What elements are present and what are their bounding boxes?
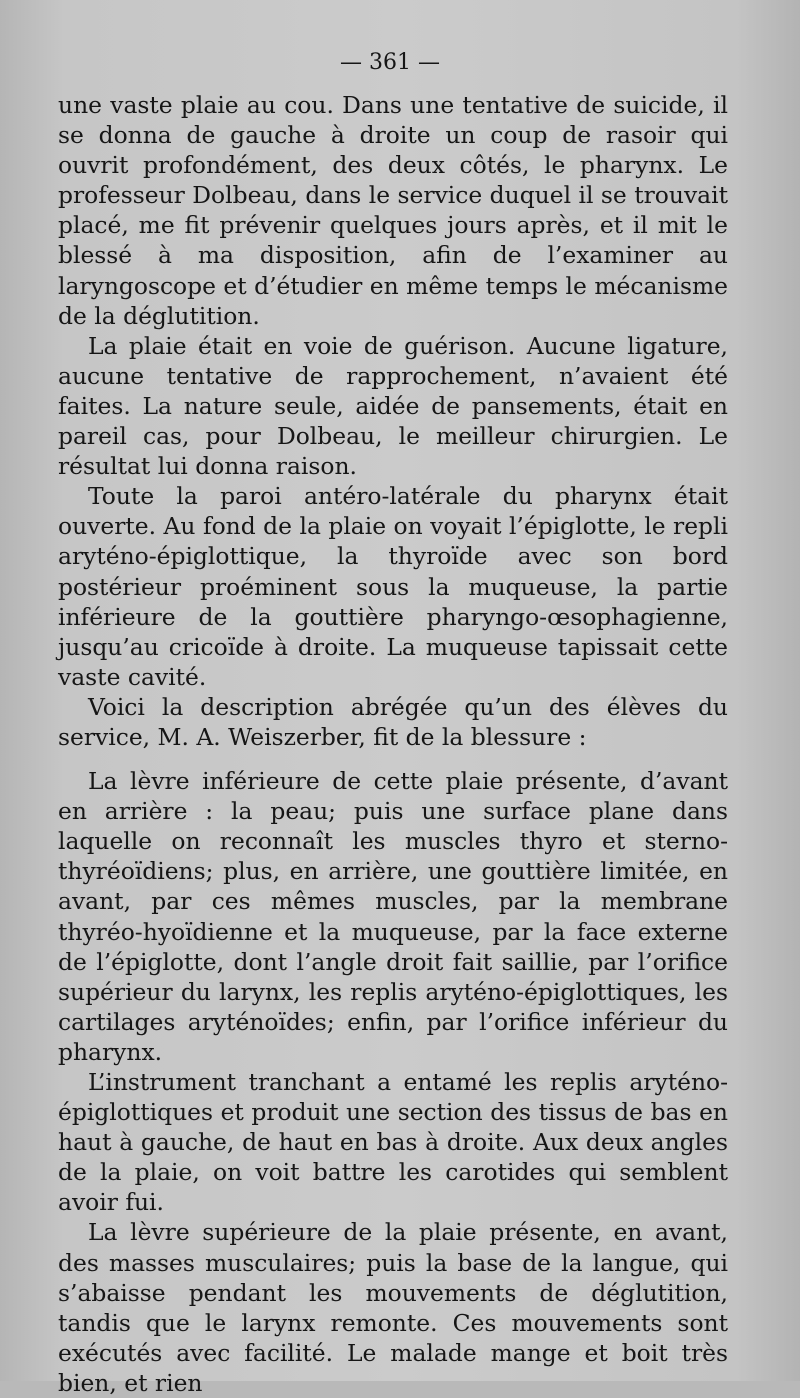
paragraph: Voici la description abrégée qu’un des élèves du service, M. A. Weiszerber, fit de la blessure : [58, 692, 728, 751]
quoted-description-paragraph: La lèvre inférieure de cette plaie présente, d’avant en arrière : la peau; puis une surface plane dans laquelle on reconnaît les muscles thyro et sterno-thyréoïdiens; plus, en arrière, une gouttière limitée, en avant, par ces mêmes muscles, par la membrane thyréo-hyoïdienne et la muqueuse, par la face externe de l’épiglotte, dont l’angle droit fait saillie, par l’orifice supérieur du larynx, les replis aryténo-épiglottiques, les cartilages aryténoïdes; enfin, par l’orifice inférieur du pharynx. [58, 767, 728, 1066]
paragraph: La plaie était en voie de guérison. Aucune ligature, aucune tentative de rapprochement, n’avaient été faites. La nature seule, aidée de pansements, était en pareil cas, pour Dolbeau, le meilleur chirurgien. Le résultat lui donna raison. [58, 331, 728, 481]
page-body [58, 90, 728, 1398]
paragraph: Toute la paroi antéro-latérale du pharynx était ouverte. Au fond de la plaie on voyait l’épiglotte, le repli aryténo-épiglottique, la thyroïde avec son bord postérieur proéminent sous la muqueuse, la partie inférieure de la gouttière pharyngo-œsophagienne, jusqu’au cricoïde à droite. La muqueuse tapissait cette vaste cavité. [58, 482, 728, 691]
page-number: — 361 — [340, 50, 440, 75]
quoted-description-paragraph: La lèvre supérieure de la plaie présente, en avant, des masses musculaires; puis la base de la langue, qui s’abaisse pendant les mouvements de déglutition, tandis que le larynx remonte. Ces mouvements sont exécutés avec facilité. Le malade mange et boit très bien, et rien [58, 1218, 728, 1397]
quoted-description-paragraph: L’instrument tranchant a entamé les replis aryténo-épiglottiques et produit une section des tissus de bas en haut à gauche, de haut en bas à droite. Aux deux angles de la plaie, on voit battre les carotides qui semblent avoir fui. [58, 1068, 728, 1217]
paragraph-continued: une vaste plaie au cou. Dans une tentative de suicide, il se donna de gauche à droite un coup de rasoir qui ouvrit profondément, des deux côtés, le pharynx. Le professeur Dolbeau, dans le service duquel il se trouvait placé, me fit prévenir quelques jours après, et il mit le blessé à ma disposition, afin de l’examiner au laryngoscope et d’étudier en même temps le mécanisme de la déglutition. [58, 91, 728, 330]
